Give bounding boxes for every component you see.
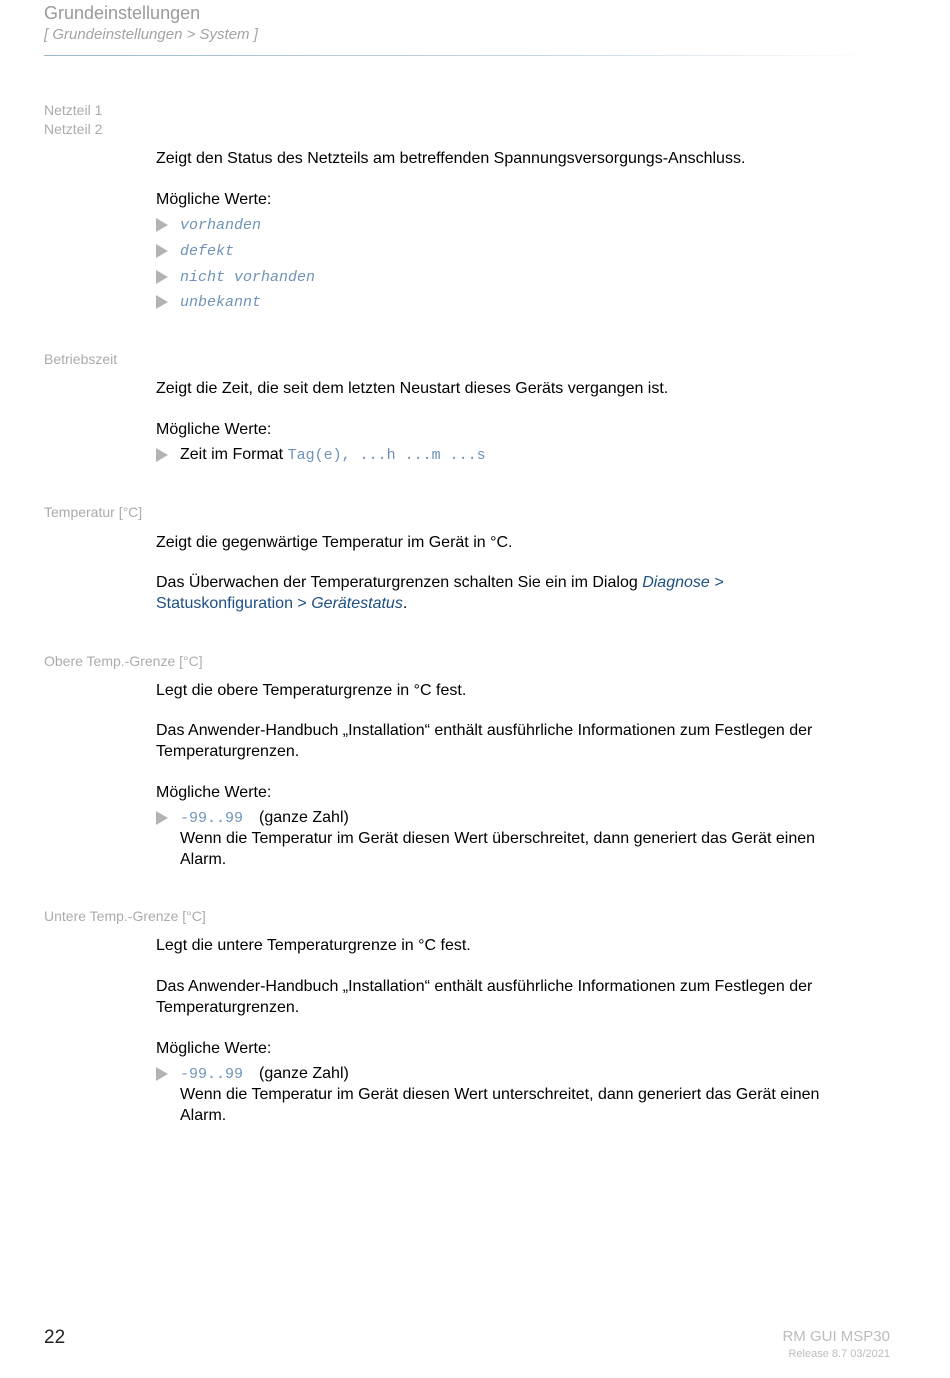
betriebszeit-description: Zeigt die Zeit, die seit dem letzten Neustart dieses Geräts vergangen ist.: [156, 380, 669, 397]
obere-range-description: [180, 828, 880, 870]
obere-description: Legt die obere Temperaturgrenze in °C fest.: [156, 682, 467, 699]
handbook-line-1: Das Anwender-Handbuch „Installation“ enthält ausführliche Informationen zum Festlegen der: [156, 978, 813, 995]
bullet-triangle-icon: [156, 244, 168, 258]
bullet-triangle-icon: [156, 270, 168, 284]
value-range: -99..99: [180, 809, 244, 827]
bullet-triangle-icon: [156, 218, 168, 232]
temperatur-description: Zeigt die gegenwärtige Temperatur im Gerät in °C.: [156, 534, 513, 551]
list-item: [156, 240, 234, 262]
breadcrumb: [ Grundeinstellungen > System ]: [44, 26, 258, 43]
list-item: [156, 444, 486, 466]
untere-description: Legt die untere Temperaturgrenze in °C fest.: [156, 937, 471, 954]
untere-range-description: [180, 1084, 880, 1126]
temperatur-note: [156, 572, 876, 614]
list-item: [156, 214, 261, 236]
section-label-netzteil-2: Netzteil 2: [44, 121, 103, 137]
footer-product: RM GUI MSP30: [782, 1328, 890, 1345]
betriebszeit-values-heading: Mögliche Werte:: [156, 421, 272, 438]
bullet-triangle-icon: [156, 295, 168, 309]
list-item: [156, 807, 349, 829]
untere-handbook-note: [156, 976, 876, 1018]
header-divider: [44, 55, 874, 56]
page-number: 22: [44, 1327, 66, 1348]
section-label-betriebszeit: Betriebszeit: [44, 351, 118, 367]
value-code: vorhanden: [180, 216, 262, 234]
note-period: .: [402, 595, 408, 612]
netzteil-description: Zeigt den Status des Netzteils am betreffenden Spannungsversorgungs-Anschluss.: [156, 150, 746, 167]
value-range-note: (ganze Zahl): [259, 809, 349, 826]
value-range-note: (ganze Zahl): [259, 1065, 349, 1082]
obere-handbook-note: [156, 720, 876, 762]
range-desc-line-1: Wenn die Temperatur im Gerät diesen Wert überschreitet, dann generiert das Gerät einen: [180, 830, 816, 847]
value-code: nicht vorhanden: [180, 268, 316, 286]
list-item: [156, 291, 261, 313]
value-code: defekt: [180, 242, 235, 260]
handbook-line-1: Das Anwender-Handbuch „Installation“ enthält ausführliche Informationen zum Festlegen der: [156, 722, 813, 739]
link-statuskonfiguration[interactable]: Statuskonfiguration >: [156, 595, 307, 612]
range-desc-line-1: Wenn die Temperatur im Gerät diesen Wert unterschreitet, dann generiert das Gerät einen: [180, 1086, 820, 1103]
list-item: [156, 1063, 349, 1085]
value-prefix: Zeit im Format: [180, 446, 284, 463]
bullet-triangle-icon: [156, 811, 168, 825]
untere-values-heading: Mögliche Werte:: [156, 1040, 272, 1057]
link-geraetestatus[interactable]: Gerätestatus: [311, 595, 403, 612]
link-diagnose[interactable]: Diagnose >: [642, 574, 724, 591]
value-code: unbekannt: [180, 293, 262, 311]
handbook-line-2: Temperaturgrenzen.: [156, 999, 300, 1016]
list-item: [156, 266, 315, 288]
range-desc-line-2: Alarm.: [180, 1107, 227, 1124]
range-desc-line-2: Alarm.: [180, 851, 227, 868]
netzteil-values-heading: Mögliche Werte:: [156, 191, 272, 208]
section-label-temperatur: Temperatur [°C]: [44, 504, 143, 520]
section-label-untere-grenze: Untere Temp.-Grenze [°C]: [44, 908, 206, 924]
temperatur-note-text: Das Überwachen der Temperaturgrenzen schalten Sie ein im Dialog: [156, 574, 638, 591]
value-code: Tag(e), ...h ...m ...s: [287, 446, 486, 464]
section-label-netzteil-1: Netzteil 1: [44, 102, 103, 118]
bullet-triangle-icon: [156, 1067, 168, 1081]
handbook-line-2: Temperaturgrenzen.: [156, 743, 300, 760]
obere-values-heading: Mögliche Werte:: [156, 784, 272, 801]
page-title: Grundeinstellungen: [44, 3, 201, 23]
section-label-obere-grenze: Obere Temp.-Grenze [°C]: [44, 653, 203, 669]
bullet-triangle-icon: [156, 448, 168, 462]
footer-release: Release 8.7 03/2021: [788, 1348, 890, 1360]
value-range: -99..99: [180, 1065, 244, 1083]
